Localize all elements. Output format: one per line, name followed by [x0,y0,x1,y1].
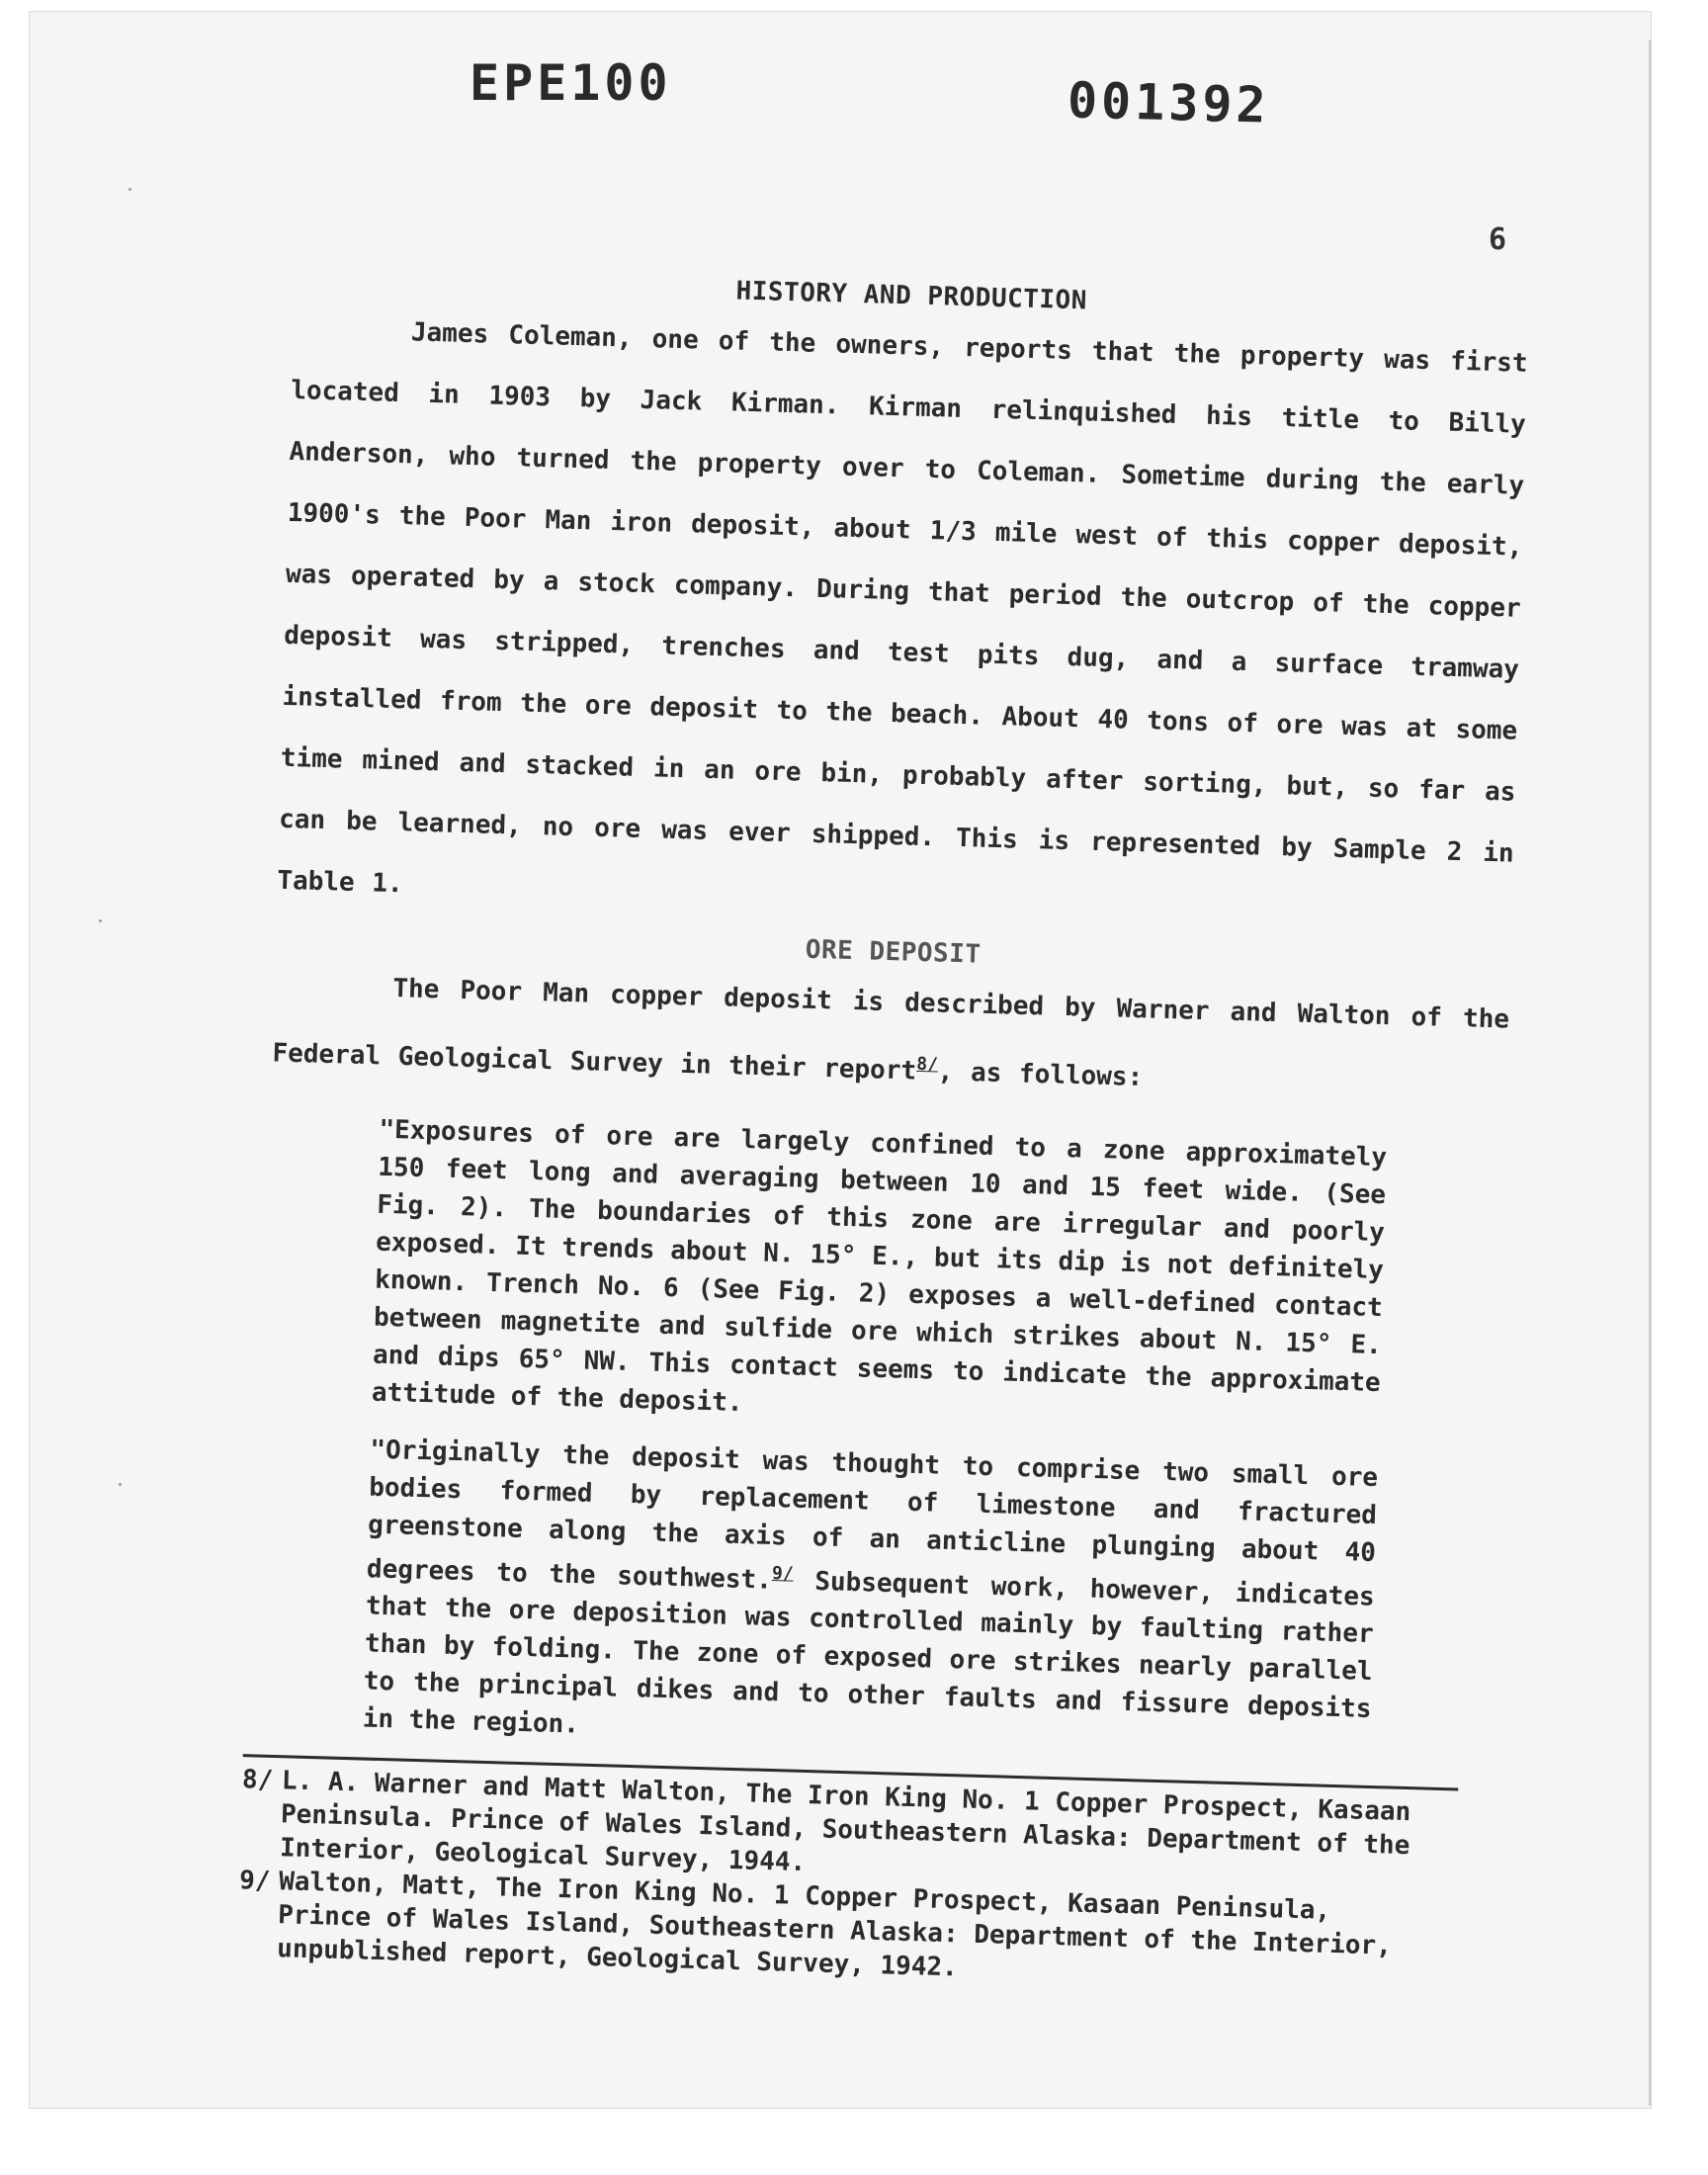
footnote-ref-8: 8/ [916,1053,939,1076]
scan-speck [128,188,131,191]
scan-margin-bottom [0,2111,1708,2175]
scan-edge [1649,40,1652,2106]
footnote-text: L. A. Warner and Matt Walton, The Iron King No. 1 Copper Prospect, Kasaan Peninsula. Prince of Wales Island, Southeastern Alaska: Department of the Interior, Geological Survey, 1944. [279,1766,1411,1878]
footnote-text: Walton, Matt, The Iron King No. 1 Copper Prospect, Kasaan Peninsula, Prince of Wales Island, Southeastern Alaska: Department of the Interior, unpublished report, Geological Survey, 1942. [276,1867,1393,1983]
document-stamp-right: 001392 [1067,71,1271,134]
intro-text-end: , as follows: [937,1057,1144,1092]
page-number: 6 [1489,222,1507,257]
history-paragraph: James Coleman, one of the owners, reports that the property was first located in 1903 by Jack Kirman. Kirman relinquished his title to Billy Anderson, who turned the property over to Coleman. Sometime during the early 1900's the Poor Man iron deposit, about 1/3 mile west of this copper deposit, was operated by a stock company. During that period the outcrop of the copper deposit was stripped, trenches and test pits dug, and a surface tramway installed from the ore deposit to the beach. About 40 tons of ore was at some time mined and stacked in an ore bin, probably after sorting, but, so far as can be learned, no ore was ever shipped. This is represented by Sample 2 in Table 1. [277,317,1528,900]
scan-speck [119,1483,122,1486]
history-heading: HISTORY AND PRODUCTION [735,276,1088,316]
footnote-mark: 8/ [241,1765,274,1796]
quotation-paragraph [362,1431,1378,1766]
scan-speck [99,919,102,922]
intro-text: The Poor Man copper deposit is described by Warner and Walton of the Federal Geological Survey in their report [272,974,1510,1087]
quote-text-end: Subsequent work, however, indicates that the ore deposition was controlled mainly by faulting rather than by folding. The zone of exposed ore strikes nearly parallel to the principal dikes and to other faults and fissure deposits in the region. [362,1565,1376,1740]
ore-deposit-heading: ORE DEPOSIT [805,934,982,970]
footnote-ref-9: 9/ [771,1562,795,1585]
quotation-block [362,1110,1387,1766]
document-stamp-left: EPE100 [470,54,672,112]
typed-text-block [238,259,1530,2000]
quotation-paragraph: "Exposures of ore are largely confined to a zone approximately 150 feet long and averaging between 10 and 15 feet wide. (See Fig. 2). The boundaries of this zone are irregular and poorly exposed. It trends about N. 15° E., but its dip is not definitely known. Trench No. 6 (See Fig. 2) exposes a well-defined contact between magnetite and sulfide ore which strikes about N. 15° E. and dips 65° NW. This contact seems to indicate the approximate attitude of the deposit. [371,1114,1388,1418]
quote-text: "Originally the deposit was thought to comprise two small ore bodies formed by replacement of limestone and fractured greenstone along the axis of an anticline plunging about 40 degrees to the southwest. [366,1435,1379,1596]
footnote-mark: 9/ [238,1866,271,1897]
